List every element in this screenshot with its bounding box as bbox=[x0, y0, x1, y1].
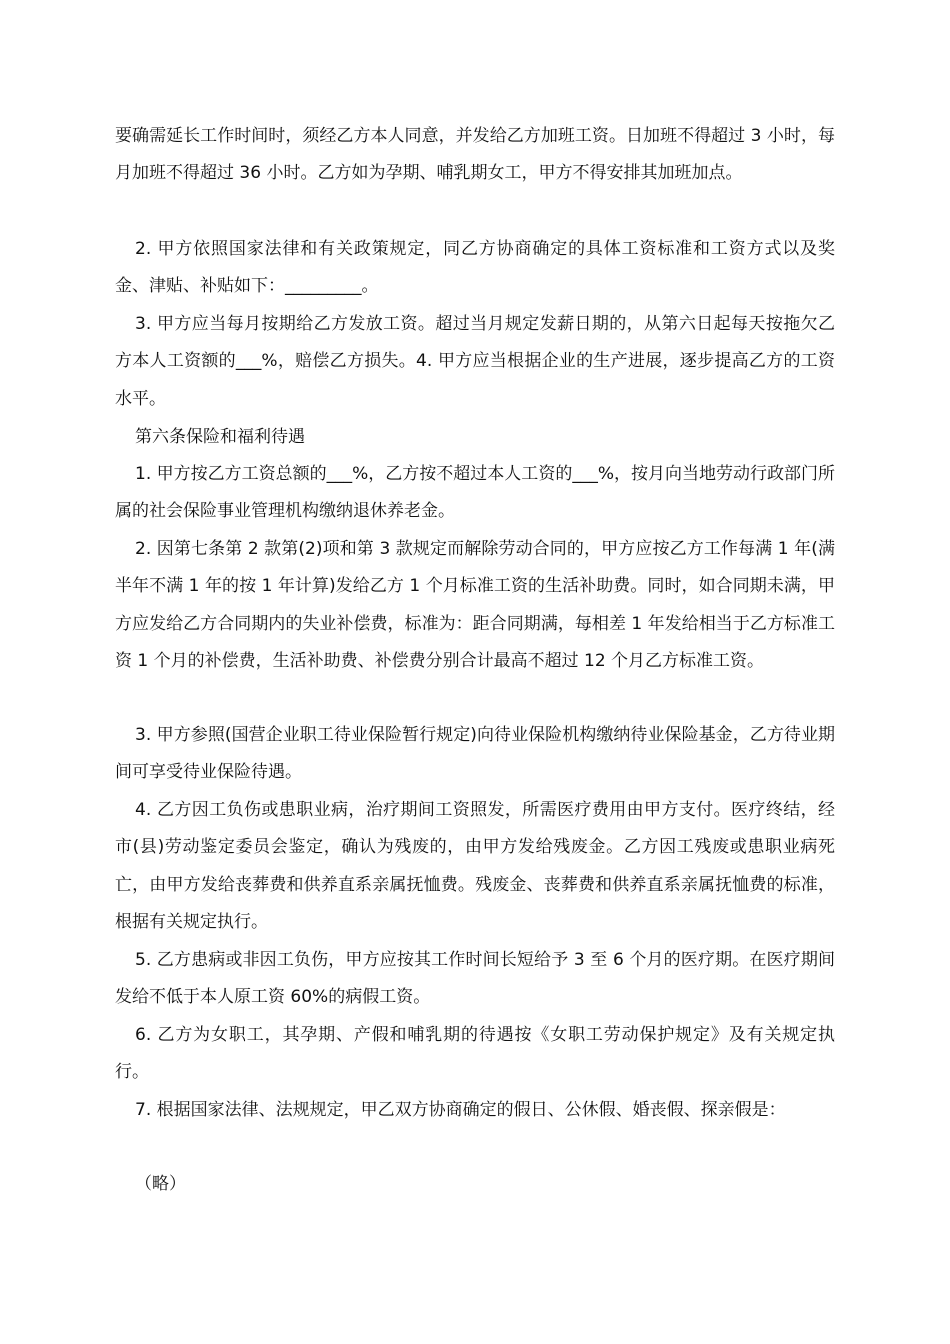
paragraph-female-workers: 6. 乙方为女职工，其孕期、产假和哺乳期的待遇按《女职工劳动保护规定》及有关规定执行。 bbox=[115, 1025, 835, 1083]
paragraph-sick-leave: 5. 乙方患病或非因工负伤，甲方应按其工作时间长短给予 3 至 6 个月的医疗期。在医疗期间发给不低于本人原工资 60%的病假工资。 bbox=[115, 950, 835, 1008]
paragraph-work-injury: 4. 乙方因工负伤或患职业病，治疗期间工资照发，所需医疗费用由甲方支付。医疗终结，经市(县)劳动鉴定委员会鉴定，确认为残废的，由甲方发给残废金。乙方因工残废或患职业病死亡，由甲方发给丧葬费和供养直系亲属抚恤费。残废金、丧葬费和供养直系亲属抚恤费的标准，根据有关规定执行。 bbox=[115, 800, 835, 932]
paragraph-omitted: （略） bbox=[135, 1174, 186, 1194]
paragraph-wage-payment: 3. 甲方应当每月按期给乙方发放工资。超过当月规定发薪日期的，从第六日起每天按拖欠乙方本人工资额的___%，赔偿乙方损失。4. 甲方应当根据企业的生产进展，逐步提高乙方的工资水平。 bbox=[115, 314, 835, 409]
paragraph-living-subsidy: 2. 因第七条第 2 款第(2)项和第 3 款规定而解除劳动合同的，甲方应按乙方工作每满 1 年(满半年不满 1 年的按 1 年计算)发给乙方 1 个月标准工资的生活补助费。同时，如合同期未满，甲方应发给乙方合同期内的失业补偿费，标准为：距合同期满，每相差 1 年发给相当于乙方标准工资 1 个月的补偿费，生活补助费、补偿费分别合计最高不超过 12 个月乙方标准工资。 bbox=[115, 539, 835, 671]
paragraph-pension: 1. 甲方按乙方工资总额的___%，乙方按不超过本人工资的___%，按月向当地劳动行政部门所属的社会保险事业管理机构缴纳退休养老金。 bbox=[115, 464, 835, 522]
article-six-heading: 第六条保险和福利待遇 bbox=[135, 427, 305, 447]
paragraph-unemployment-insurance: 3. 甲方参照(国营企业职工待业保险暂行规定)向待业保险机构缴纳待业保险基金，乙方待业期间可享受待业保险待遇。 bbox=[115, 725, 835, 783]
paragraph-wage-standard: 2. 甲方依照国家法律和有关政策规定，同乙方协商确定的具体工资标准和工资方式以及奖金、津贴、补贴如下：_________。 bbox=[115, 239, 835, 297]
paragraph-holidays: 7. 根据国家法律、法规规定，甲乙双方协商确定的假日、公休假、婚丧假、探亲假是： bbox=[135, 1100, 786, 1120]
paragraph-overtime-continued: 要确需延长工作时间时，须经乙方本人同意，并发给乙方加班工资。日加班不得超过 3 小时，每月加班不得超过 36 小时。乙方如为孕期、哺乳期女工，甲方不得安排其加班加点。 bbox=[115, 126, 835, 184]
